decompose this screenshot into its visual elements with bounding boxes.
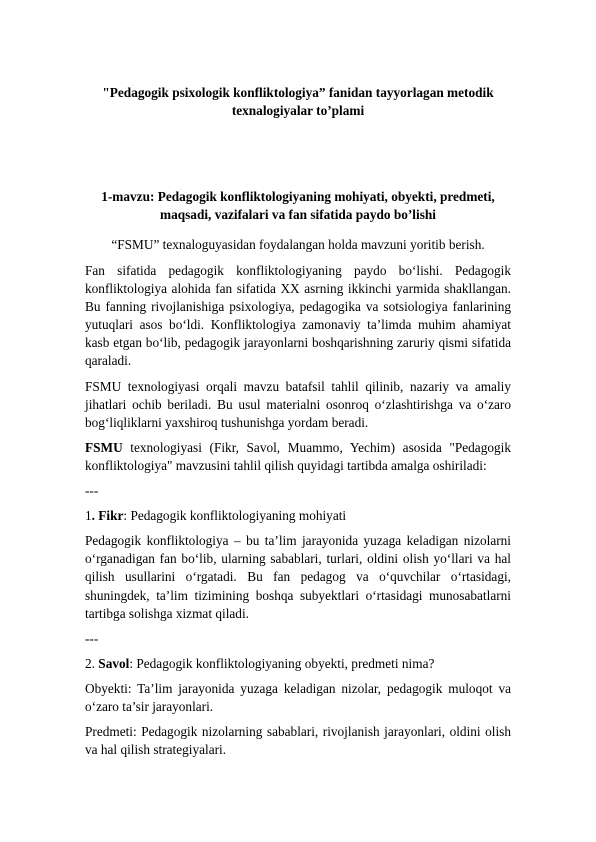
heading-savol-text: : Pedagogik konfliktologiyaning obyekti, predmeti nima?: [129, 655, 435, 671]
fsmu-steps-text: texnologiyasi (Fikr, Savol, Muammo, Yechim) asosida "Pedagogik konfliktologiya" mavzusini tahlil qilish quyidagi tartibda amalga oshiriladi:: [85, 439, 511, 473]
paragraph-subject: Predmeti: Pedagogik nizolarning sabablari, rivojlanish jarayonlari, oldini olish va hal qilish strategiyalari.: [85, 724, 511, 758]
paragraph-object: Obyekti: Ta’lim jarayonida yuzaga keladigan nizolar, pedagogik muloqot va o‘zaro ta’sir jarayonlari.: [85, 680, 511, 714]
separator: ---: [85, 483, 99, 499]
heading-savol: [85, 655, 511, 673]
paragraph-origin: Fan sifatida pedagogik konfliktologiyaning paydo bo‘lishi. Pedagogik konfliktologiya alohida fan sifatida XX asrning ikkinchi yarmida shakllangan. Bu fanning rivojlanishiga psixologiya, pedagogika va sotsiologiya fanlarining yutuqlari asos bo‘ldi. Konfliktologiya zamonaviy ta’limda muhim ahamiyat kasb etgan bo‘lib, pedagogik jarayonlarni boshqarishning zaruriy qismi sifatida qaraladi.: [85, 263, 511, 369]
section-title: 1-mavzu: Pedagogik konfliktologiyaning mohiyati, obyekti, predmeti, maqsadi, vazifalari va fan sifatida paydo bo’lishi: [101, 189, 495, 222]
paragraph-fsmu-steps: [85, 439, 511, 475]
heading-fikr: [85, 507, 511, 525]
heading-savol-label: Savol: [98, 655, 130, 671]
heading-fikr-number: 1: [85, 508, 92, 524]
heading-fikr-text: : Pedagogik konfliktologiyaning mohiyati: [123, 508, 347, 524]
heading-savol-number: 2.: [85, 655, 99, 671]
paragraph-essence: Pedagogik konfliktologiya – bu ta’lim jarayonida yuzaga keladigan nizolarni o‘rganadigan fan bo‘lib, ularning sabablari, turlari, oldini olish yo‘llari va hal qilish usullarini o‘rgatadi. Bu fan pedagog va o‘quvchilar o‘rtasidagi, shuningdek, ta’lim tizimining boshqa subyektlari o‘rtasidagi munosabatlarni tartibga solishga xizmat qiladi.: [85, 533, 511, 621]
separator: ---: [85, 630, 99, 646]
intro-line: “FSMU” texnaloguyasidan foydalangan holda mavzuni yoritib berish.: [111, 237, 485, 252]
paragraph-fsmu-method: FSMU texnologiyasi orqali mavzu batafsil tahlil qilinib, nazariy va amaliy jihatlari ochib beriladi. Bu usul materialni osonroq o‘zlashtirishga va o‘zaro bog‘liqliklarni yaxshiroq tushunishga yordam beradi.: [85, 378, 511, 430]
document-title: "Pedagogik psixologik konfliktologiya” fanidan tayyorlagan metodik texnalogiyalar to’plami: [102, 85, 494, 118]
document-body: [85, 262, 511, 766]
fsmu-bold: FSMU: [85, 439, 123, 455]
heading-fikr-label: . Fikr: [91, 508, 124, 524]
